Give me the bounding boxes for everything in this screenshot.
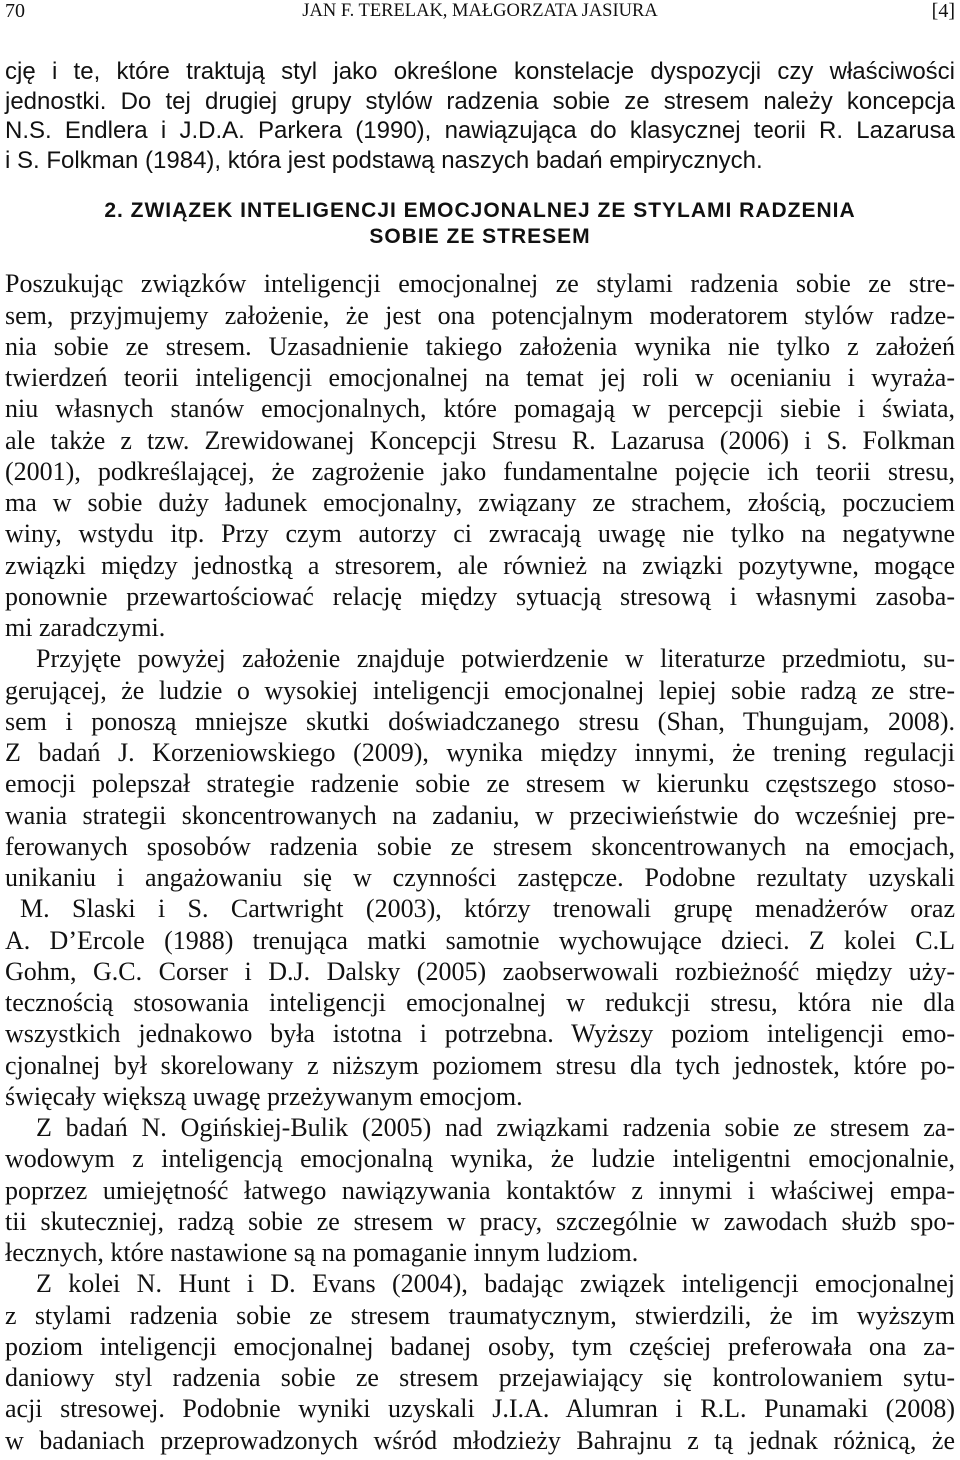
text-line: niu własnych stanów emocjonalnych, które pomagają w percepcji siebie i świata, [5,394,955,424]
section-heading [5,198,955,250]
text-line: emocji polepszał strategie radzenie sobie ze stresem w kierunku częstszego stoso- [5,769,955,799]
text-line: poprzez umiejętność łatwego nawiązywania kontaktów z innymi i właściwej empa- [5,1175,955,1205]
text-line: Poszukując związków inteligencji emocjonalnej ze stylami radzenia sobie ze stre- [5,269,955,299]
text-line: cję i te, które traktują styl jako określone konstelacje dyspozycji czy właściwości [5,58,955,85]
text-line: A. D’Ercole (1988) trenująca matki samotnie wychowujące dzieci. Z kolei C.L [5,925,955,955]
text-line: łecznych, które nastawione są na pomaganie innym ludziom. [5,1238,639,1268]
text-line: ferowanych sposobów radzenia sobie ze stresem skoncentrowanych na emocjach, [5,831,955,861]
text-line: gerującej, że ludzie o wysokiej inteligencji emocjonalnej lepiej sobie radzą ze stre- [5,675,955,705]
text-line: nia sobie ze stresem. Uzasadnienie takiego założenia wynika nie tylko z założeń [5,331,955,361]
text-line: sem i ponoszą mniejsze skutki doświadczanego stresu (Shan, Thungujam, 2008). [5,706,955,736]
paragraph [5,643,955,1112]
text-line: i S. Folkman (1984), która jest podstawą naszych badań empirycznych. [5,147,763,175]
section-heading-line: SOBIE ZE STRESEM [369,225,591,248]
page-number: 70 [5,0,25,22]
text-line: (2001), podkreślającej, że zagrożenie jako fundamentalne pojęcie ich teorii stresu, [5,456,955,486]
paragraph [5,1112,955,1268]
text-line: Z kolei N. Hunt i D. Evans (2004), badając związek inteligencji emocjonalnej [36,1269,955,1299]
text-line: winy, wstydu itp. Przy czym autorzy ci zwracają uwagę nie tylko na negatywne [5,519,955,549]
text-line: Gohm, G.C. Corser i D.J. Dalsky (2005) zaobserwowali rozbieżność między uży- [5,956,955,986]
text-line: święcały większą uwagę przeżywanym emocjom. [5,1081,523,1111]
text-line: mi zaradczymi. [5,613,166,643]
paragraph [5,1268,955,1456]
text-line: Z badań J. Korzeniowskiego (2009), wynika między innymi, że trening regulacji [5,738,955,768]
text-line: unikaniu i angażowaniu się w czynności zastępcze. Podobne rezultaty uzyskali [5,863,955,893]
text-line: wodowym z inteligencją emocjonalną wynika, że ludzie inteligentni emocjonalnie, [5,1144,955,1174]
text-line: Z badań N. Ogińskiej-Bulik (2005) nad związkami radzenia sobie ze stresem za- [36,1113,955,1143]
text-line: twierdzeń teorii inteligencji emocjonalnej na temat jej roli w ocenianiu i wyraża- [5,363,955,393]
text-line: poziom inteligencji emocjonalnej badanej osoby, tym częściej preferowała ona za- [5,1331,955,1361]
text-line: jednostki. Do tej drugiej grupy stylów radzenia sobie ze stresem należy koncepcja [5,87,955,115]
text-line: ponownie przewartościować relację między sytuacją stresową i własnymi zasoba- [5,581,955,611]
text-line: tii skuteczniej, radzą sobie ze stresem w pracy, szczególnie w zawodach służb spo- [5,1206,955,1236]
text-line: Przyjęte powyżej założenie znajduje potwierdzenie w literaturze przedmiotu, su- [36,644,955,674]
text-line: ma w sobie duży ładunek emocjonalny, związany ze strachem, złością, poczuciem [5,488,955,518]
text-line: acji stresowej. Podobnie wyniki uzyskali J.I.A. Alumran i R.L. Punamaki (2008) [5,1394,955,1424]
section-heading-line: 2. ZWIĄZEK INTELIGENCJI EMOCJONALNEJ ZE STYLAMI RADZENIA [104,199,856,222]
text-line: daniowy styl radzenia sobie ze stresem przejawiający się kontrolowaniem sytu- [5,1363,955,1393]
text-line: związki między jednostką a stresorem, ale również na związki pozytywne, mogące [5,550,955,580]
running-header [5,0,955,22]
text-line: sem, przyjmujemy założenie, że jest ona potencjalnym moderatorem stylów radze- [5,300,955,330]
text-line: ale także z tzw. Zrewidowanej Koncepcji Stresu R. Lazarusa (2006) i S. Folkman [5,425,955,455]
section-marker: [4] [931,0,955,22]
intro-paragraph [5,57,955,176]
text-line: wania strategii skoncentrowanych na zadaniu, w przeciwieństwie do wcześniej pre- [5,800,955,830]
text-line: z stylami radzenia sobie ze stresem traumatycznym, stwierdzili, że im wyższym [5,1300,955,1330]
text-line: wszystkich jednakowo była istotna i potrzebna. Wyższy poziom inteligencji emo- [5,1019,955,1049]
body-text [5,268,955,1456]
text-line: N.S. Endlera i J.D.A. Parkera (1990), nawiązująca do klasycznej teorii R. Lazarusa [5,117,955,145]
text-line: cjonalnej był skorelowany z niższym poziomem stresu dla tych jednostek, które po- [5,1050,955,1080]
running-title: JAN F. TERELAK, MAŁGORZATA JASIURA [302,1,658,21]
text-line: w badaniach przeprowadzonych wśród młodzieży Bahrajnu z tą jednak różnicą, że [5,1425,955,1455]
paragraph [5,268,955,643]
text-line: tecznością stosowania inteligencji emocjonalnej w redukcji stresu, która nie dla [5,988,955,1018]
text-line: M. Slaski i S. Cartwright (2003), którzy trenowali grupę menadżerów oraz [20,894,955,924]
